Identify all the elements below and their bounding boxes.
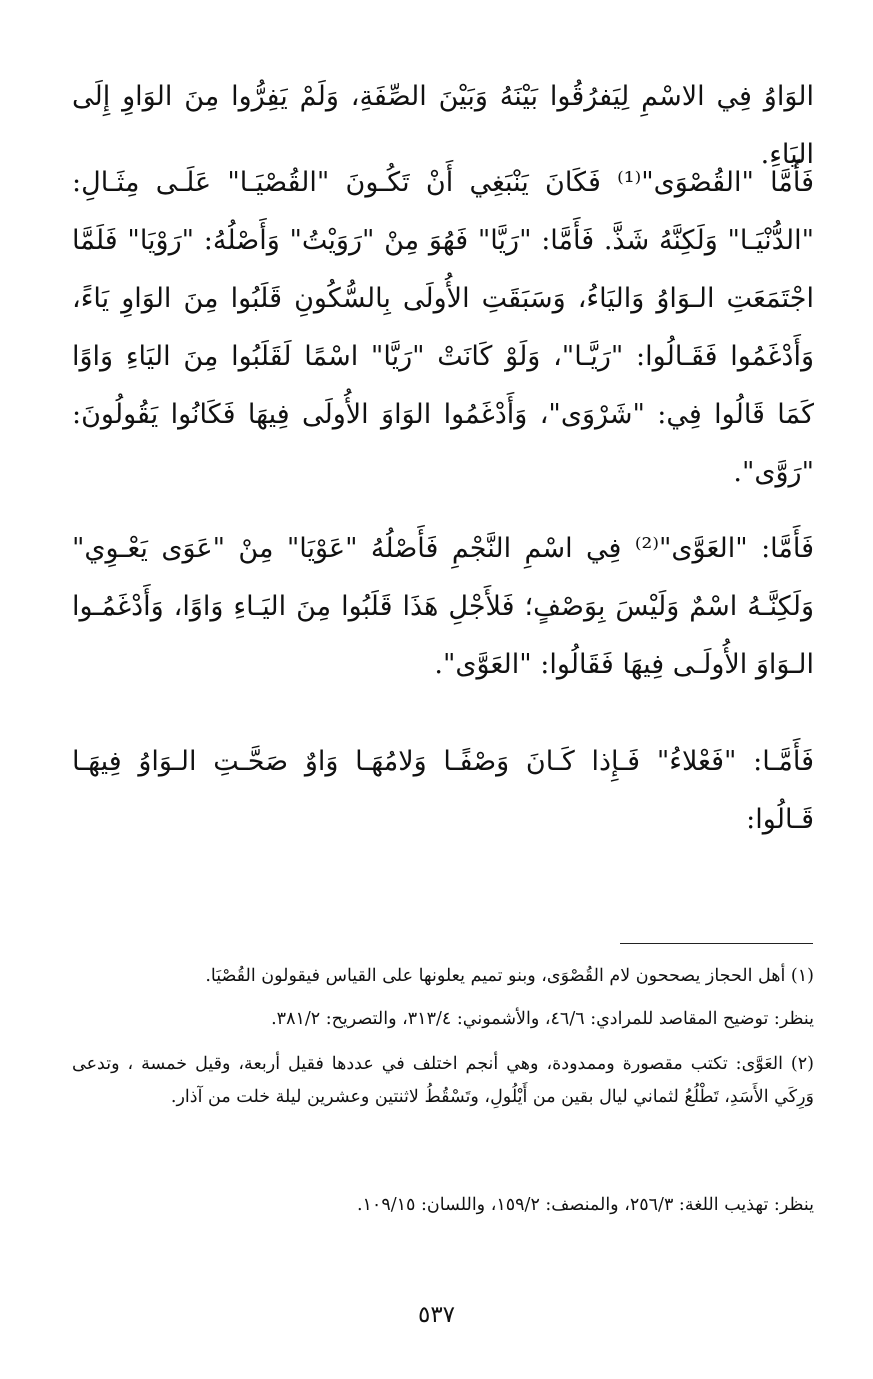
paragraph-1: الوَاوُ فِي الاسْمِ لِيَفرُقُوا بَيْنَهُ وَبَيْنَ الصِّفَةِ، وَلَمْ يَفِرُّوا مِنَ الوَاوِ إِلَى اليَاءِ. (72, 81, 814, 170)
paragraph-4: فَأَمَّـا: "فَعْلاءُ" فَـإِذا كَـانَ وَصْفًـا وَلامُهَـا وَاوٌ صَحَّـتِ الـوَاوُ فِيهَـا قَـالُوا: (72, 746, 814, 835)
footnote-1: (١) أهل الحجاز يصححون لام القُصْوَى، وبنو تميم يعلونها على القياس فيقولون القُصْيَا. (205, 966, 814, 986)
paragraph-2: فَأَمَّا "القُصْوَى"⁽¹⁾ فَكَانَ يَنْبَغِي أَنْ تَكُـونَ "القُصْيَـا" عَلَـى مِثَـالِ: "الدُّنْيَـا" وَلَكِنَّهُ شَذَّ. فَأَمَّا: "رَيَّا" فَهُوَ مِنْ "رَوَيْتُ" وَأَصْلُهُ: "رَوْيَا" فَلَمَّا اجْتَمَعَتِ الـوَاوُ وَاليَاءُ، وَسَبَقَتِ الأُولَى بِالسُّكُونِ قَلَبُوا مِنَ الوَاوِ يَاءً، وَأَدْغَمُوا فَقَـالُوا: "رَيَّـا"، وَلَوْ كَانَتْ "رَيَّا" اسْمًا لَقَلَبُوا مِنَ اليَاءِ وَاوًا كَمَا قَالُوا فِي: "شَرْوَى"، وَأَدْغَمُوا الوَاوَ الأُولَى فِيهَا فَكَانُوا يَقُولُونَ: "رَوَّى". (72, 167, 814, 488)
footnote-separator (620, 943, 813, 944)
footnote-2-reference: ينظر: تهذيب اللغة: ٢٥٦/٣، والمنصف: ١٥٩/٢، واللسان: ١٠٩/١٥. (356, 1195, 814, 1215)
page-number: ٥٣٧ (417, 1302, 456, 1328)
footnote-2: (٢) العَوَّى: تكتب مقصورة وممدودة، وهي أنجم اختلف في عددها فقيل أربعة، وقيل خمسة ، وتدعى وَرِكَي الأَسَدِ، تَطْلُعُ لثماني ليال بقين من أَيْلُولِ، وتَسْقُطُ لاثنتين وعشرين ليلة خلت من آذار. (72, 1054, 814, 1107)
paragraph-3: فَأَمَّا: "العَوَّى"⁽²⁾ فِي اسْمِ النَّجْمِ فَأَصْلُهُ "عَوْيَا" مِنْ "عَوَى يَعْـوِي" وَلَكِنَّـهُ اسْمٌ وَلَيْسَ بِوَصْفٍ؛ فَلأَجْلِ هَذَا قَلَبُوا مِنَ اليَـاءِ وَاوًا، وَأَدْغَمُـوا الـوَاوَ الأُولَـى فِيهَا فَقَالُوا: "العَوَّى". (72, 533, 814, 680)
footnote-1-reference: ينظر: توضيح المقاصد للمرادي: ٤٦/٦، والأشموني: ٣١٣/٤، والتصريح: ٣٨١/٢. (271, 1009, 814, 1029)
